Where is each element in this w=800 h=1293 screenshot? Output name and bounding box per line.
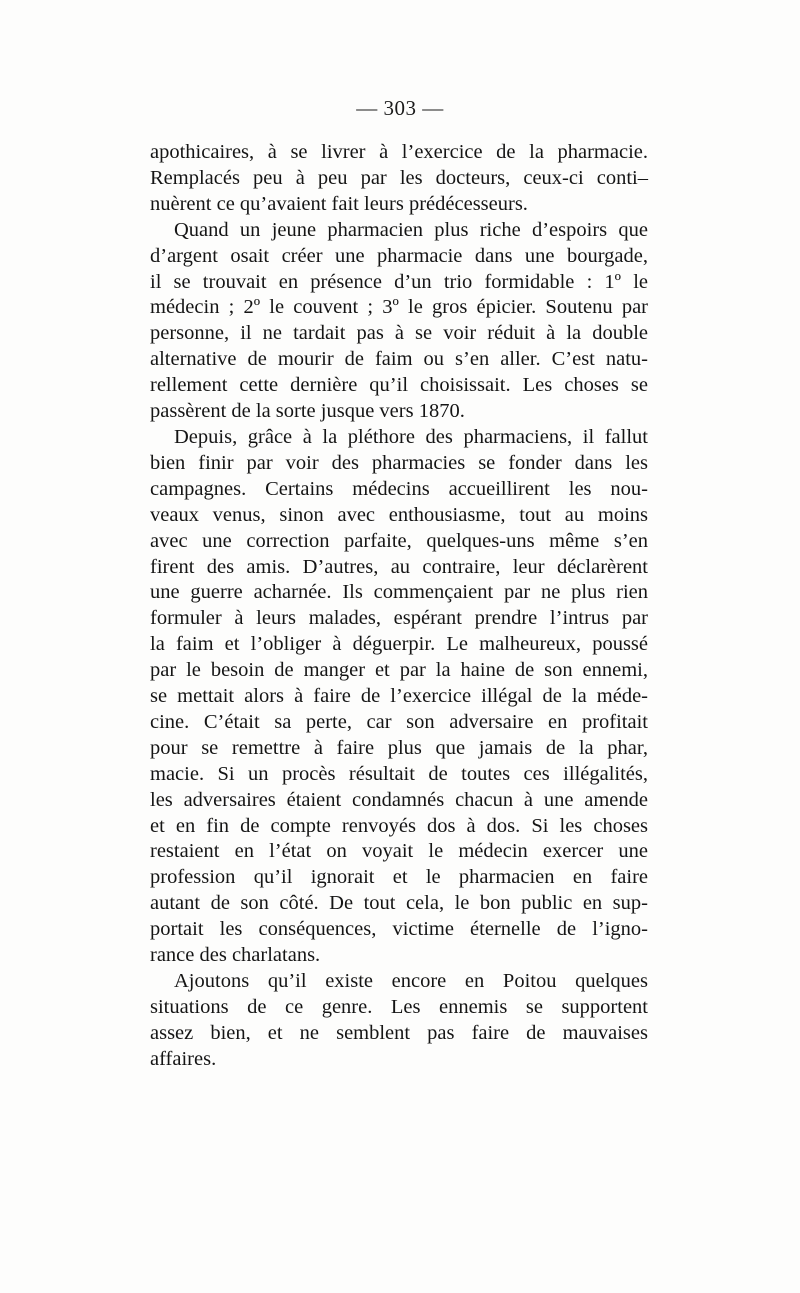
- text-line: Quand un jeune pharmacien plus riche d’espoirs que: [174, 218, 648, 241]
- text-line: avec une correction parfaite, quelques-uns même s’en: [150, 529, 648, 552]
- text-line: situations de ce genre. Les ennemis se supportent: [150, 995, 648, 1018]
- text-line: firent des amis. D’autres, au contraire, leur déclarèrent: [150, 555, 648, 578]
- text-line: affaires.: [150, 1047, 217, 1070]
- text-line: par le besoin de manger et par la haine de son ennemi,: [150, 659, 648, 682]
- text-line: se mettait alors à faire de l’exercice illégal de la méde-: [150, 685, 648, 708]
- text-line: personne, il ne tardait pas à se voir réduit à la double: [150, 322, 648, 345]
- text-line: veaux venus, sinon avec enthousiasme, tout au moins: [150, 503, 648, 526]
- text-line: cine. C’était sa perte, car son adversaire en profitait: [150, 710, 648, 733]
- text-line: pour se remettre à faire plus que jamais de la phar,: [150, 736, 648, 759]
- body-text: [150, 140, 648, 1073]
- text-line: profession qu’il ignorait et le pharmacien en faire: [150, 866, 648, 889]
- text-line: formuler à leurs malades, espérant prendre l’intrus par: [150, 607, 648, 630]
- text-line: campagnes. Certains médecins accueillirent les nou-: [150, 477, 648, 500]
- text-line: médecin ; 2º le couvent ; 3º le gros épicier. Soutenu par: [150, 296, 648, 319]
- text-line: macie. Si un procès résultait de toutes ces illégalités,: [150, 762, 648, 785]
- text-line: nuèrent ce qu’avaient fait leurs prédécesseurs.: [150, 192, 528, 215]
- text-line: alternative de mourir de faim ou s’en aller. C’est natu-: [150, 348, 648, 371]
- paragraph-1: [150, 140, 648, 218]
- text-line: assez bien, et ne semblent pas faire de mauvaises: [150, 1021, 648, 1044]
- text-line: et en fin de compte renvoyés dos à dos. Si les choses: [150, 814, 648, 837]
- paragraph-4: [150, 969, 648, 1073]
- text-line: restaient en l’état on voyait le médecin exercer une: [150, 840, 648, 863]
- paragraph-3: [150, 425, 648, 969]
- text-line: les adversaires étaient condamnés chacun à une amende: [150, 788, 648, 811]
- text-line: une guerre acharnée. Ils commençaient par ne plus rien: [150, 581, 648, 604]
- text-line: Ajoutons qu’il existe encore en Poitou quelques: [174, 970, 648, 992]
- text-line: la faim et l’obliger à déguerpir. Le malheureux, poussé: [150, 633, 648, 656]
- text-line: autant de son côté. De tout cela, le bon public en sup-: [150, 892, 648, 915]
- text-line: passèrent de la sorte jusque vers 1870.: [150, 400, 465, 423]
- text-line: rance des charlatans.: [150, 944, 321, 967]
- text-line: apothicaires, à se livrer à l’exercice de la pharmacie.: [150, 141, 648, 163]
- text-line: il se trouvait en présence d’un trio formidable : 1º le: [150, 270, 648, 293]
- text-line: portait les conséquences, victime éternelle de l’igno-: [150, 918, 648, 941]
- page-number: — 303 —: [356, 96, 444, 120]
- text-line: rellement cette dernière qu’il choisissait. Les choses se: [150, 374, 648, 397]
- text-line: Remplacés peu à peu par les docteurs, ceux-ci conti–: [150, 166, 648, 189]
- text-line: bien finir par voir des pharmacies se fonder dans les: [150, 451, 648, 474]
- text-line: d’argent osait créer une pharmacie dans une bourgade,: [150, 244, 648, 267]
- paragraph-2: [150, 218, 648, 425]
- text-line: Depuis, grâce à la pléthore des pharmaciens, il fallut: [174, 425, 648, 448]
